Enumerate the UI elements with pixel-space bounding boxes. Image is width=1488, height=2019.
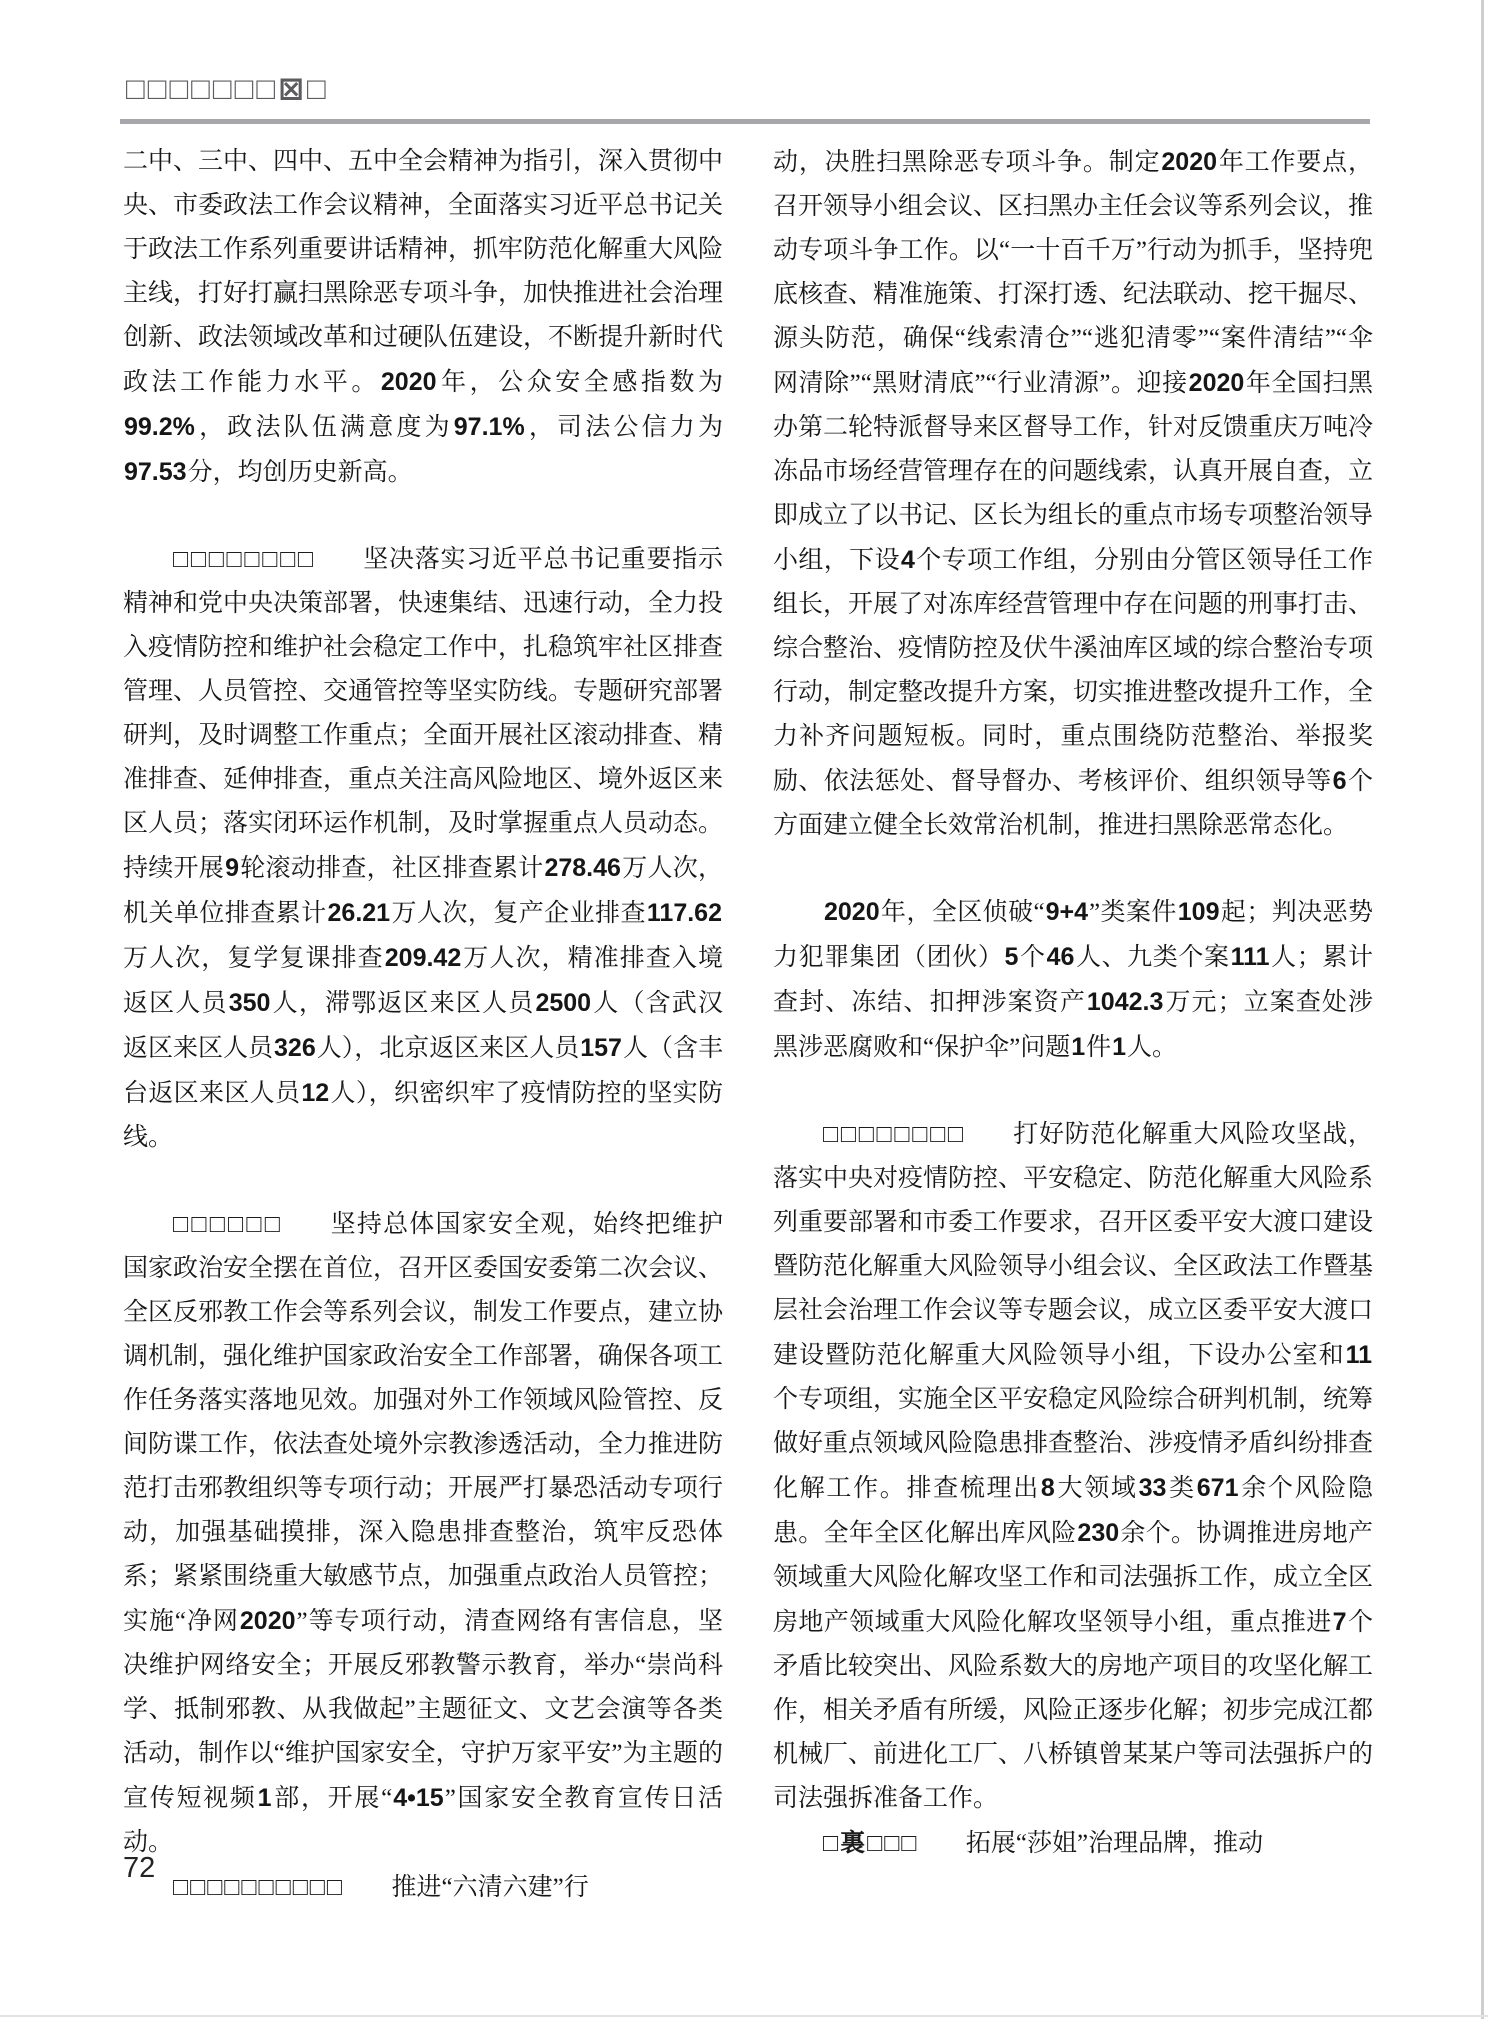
numeric-value: 4 <box>900 546 915 574</box>
body-paragraph <box>773 140 1373 848</box>
numeric-value: 5 <box>1004 943 1019 971</box>
numeric-value: 2020 <box>1161 148 1218 176</box>
numeric-value: 4•15 <box>393 1784 444 1812</box>
numeric-value: 97.1% <box>453 413 525 441</box>
numeric-value: 1 <box>1112 1033 1127 1061</box>
section-heading: □□□□□□□□ <box>173 545 316 573</box>
numeric-value: 2020 <box>239 1607 296 1635</box>
scan-edge <box>0 2015 1488 2017</box>
section-paragraph <box>773 1112 1373 1821</box>
numeric-value: 326 <box>274 1034 316 1062</box>
numeric-value: 117.62 <box>646 899 722 927</box>
section-heading: □□□□□□□□ <box>823 1120 966 1148</box>
header-rule <box>120 119 1370 124</box>
running-head: □□□□□□□⊠□ <box>126 71 329 106</box>
paragraph-text: 拓展“莎姐”治理品牌，推动 <box>965 1830 1264 1857</box>
section-heading: □裏□□□ <box>823 1829 919 1857</box>
numeric-value: 278.46 <box>544 854 621 882</box>
numeric-value: 109 <box>1177 898 1220 926</box>
numeric-value: 7 <box>1332 1608 1347 1636</box>
section-paragraph <box>123 537 723 1160</box>
section-heading: □□□□□□□□□□ <box>173 1873 345 1901</box>
section-paragraph <box>773 1821 1373 1866</box>
paragraph-text: 2020年，全区侦破“9+4”类案件109起；判决恶势力犯罪集团（团伙）5个46人、九类个案111人；累计查封、冻结、扣押涉案资产1042.3万元；立案查处涉黑涉恶腐败和“保护伞”问题1件1人。 <box>773 898 1373 1061</box>
numeric-value: 9+4 <box>1045 898 1089 926</box>
numeric-value: 12 <box>301 1079 330 1107</box>
numeric-value: 46 <box>1046 943 1075 971</box>
paragraph-text: 推进“六清六建”行 <box>391 1874 589 1901</box>
scan-edge <box>1481 0 1484 2019</box>
numeric-value: 6 <box>1332 767 1347 795</box>
paragraph-text: 二中、三中、四中、五中全会精神为指引，深入贯彻中央、市委政法工作会议精神，全面落实习近平总书记关于政法工作系列重要讲话精神，抓牢防范化解重大风险主线，打好打赢扫黑除恶专项斗争，加快推进社会治理创新、政法领域改革和过硬队伍建设，不断提升新时代政法工作能力水平。2020年，公众安全感指数为99.2%，政法队伍满意度为97.1%，司法公信力为97.53分，均创历史新高。 <box>123 148 724 486</box>
numeric-value: 2020 <box>824 898 880 926</box>
numeric-value: 1042.3 <box>1086 988 1164 1016</box>
numeric-value: 230 <box>1077 1519 1120 1547</box>
numeric-value: 111 <box>1230 943 1270 971</box>
numeric-value: 157 <box>580 1034 622 1062</box>
numeric-value: 350 <box>228 989 271 1017</box>
numeric-value: 2020 <box>380 368 437 396</box>
section-paragraph <box>123 1202 723 1865</box>
paragraph-text: 打好防范化解重大风险攻坚战，落实中央对疫情防控、平安稳定、防范化解重大风险系列重要部署和市委工作要求，召开区委平安大渡口建设暨防范化解重大风险领导小组会议、全区政法工作暨基层社会治理工作会议等专题会议，成立区委平安大渡口建设暨防范化解重大风险领导小组，下设办公室和11个专项组，实施全区平安稳定风险综合研判机制，统筹做好重点领域风险隐患排查整治、涉疫情矛盾纠纷排查化解工作。排查梳理出8大领域33类671余个风险隐患。全年全区化解出库风险230余个。协调推进房地产领域重大风险化解攻坚工作和司法强拆工作，成立全区房地产领域重大风险化解攻坚领导小组，重点推进7个矛盾比较突出、风险系数大的房地产项目的攻坚化解工作，相关矛盾有所缓，风险正逐步化解；初步完成江都机械厂、前进化工厂、八桥镇曾某某户等司法强拆户的司法强拆准备工作。 <box>773 1121 1374 1812</box>
section-paragraph <box>123 1865 723 1910</box>
numeric-value: 33 <box>1138 1474 1167 1502</box>
right-column <box>773 140 1374 1857</box>
paragraph-text: 坚决落实习近平总书记重要指示精神和党中央决策部署，快速集结、迅速行动，全力投入疫情防控和维护社会稳定工作中，扎稳筑牢社区排查管理、人员管控、交通管控等坚实防线。专题研究部署研判，及时调整工作重点；全面开展社区滚动排查、精准排查、延伸排查，重点关注高风险地区、境外返区来区人员；落实闭环运作机制，及时掌握重点人员动态。持续开展9轮滚动排查，社区排查累计278.46万人次，机关单位排查累计26.21万人次，复产企业排查117.62万人次，复学复课排查209.42万人次，精准排查入境返区人员350人，滞鄂返区来区人员2500人（含武汉返区来区人员326人），北京返区来区人员157人（含丰台返区来区人员12人），织密织牢了疫情防控的坚实防线。 <box>123 546 724 1151</box>
numeric-value: 671 <box>1196 1474 1239 1502</box>
paragraph-text: 坚持总体国家安全观，始终把维护国家政治安全摆在首位，召开区委国安委第二次会议、全区反邪教工作会等系列会议，制发工作要点，建立协调机制，强化维护国家政治安全工作部署，确保各项工作任务落实落地见效。加强对外工作领域风险管控、反间防谍工作，依法查处境外宗教渗透活动，全力推进防范打击邪教组织等专项行动；开展严打暴恐活动专项行动，加强基础摸排，深入隐患排查整治，筑牢反恐体系；紧紧围绕重大敏感节点，加强重点政治人员管控；实施“净网2020”等专项行动，清查网络有害信息，坚决维护网络安全；开展反邪教警示教育，举办“崇尚科学、抵制邪教、从我做起”主题征文、文艺会演等各类活动，制作以“维护国家安全，守护万家平安”为主题的宣传短视频1部，开展“4•15”国家安全教育宣传日活动。 <box>123 1211 724 1856</box>
numeric-value: 8 <box>1040 1474 1055 1502</box>
numeric-value: 1 <box>257 1784 272 1812</box>
numeric-value: 9 <box>225 854 239 882</box>
numeric-value: 1 <box>1071 1033 1086 1061</box>
body-paragraph <box>123 140 723 495</box>
paragraph-text: 动，决胜扫黑除恶专项斗争。制定2020年工作要点，召开领导小组会议、区扫黑办主任会议等系列会议，推动专项斗争工作。以“一十百千万”行动为抓手，坚持兜底核查、精准施策、打深打透、纪法联动、挖干掘尽、源头防范，确保“线索清仓”“逃犯清零”“案件清结”“伞网清除”“黑财清底”“行业清源”。迎接2020年全国扫黑办第二轮特派督导来区督导工作，针对反馈重庆万吨冷冻品市场经营管理存在的问题线索，认真开展自查，立即成立了以书记、区长为组长的重点市场专项整治领导小组，下设4个专项工作组，分别由分管区领导任工作组长，开展了对冻库经营管理中存在问题的刑事打击、综合整治、疫情防控及伏牛溪油库区域的综合整治专项行动，制定整改提升方案，切实推进整改提升工作，全力补齐问题短板。同时，重点围绕防范整治、举报奖励、依法惩处、督导督办、考核评价、组织领导等6个方面建立健全长效常治机制，推进扫黑除恶常态化。 <box>773 148 1374 839</box>
numeric-value: 2500 <box>535 989 592 1017</box>
page-number: 72 <box>123 1852 156 1884</box>
section-heading: □□□□□□ <box>173 1210 284 1238</box>
numeric-value: 11 <box>1345 1341 1372 1369</box>
numeric-value: 99.2% <box>124 413 195 441</box>
numeric-value: 209.42 <box>384 944 462 972</box>
numeric-value: 97.53 <box>124 458 187 486</box>
numeric-value: 26.21 <box>327 899 391 927</box>
body-paragraph <box>773 890 1373 1070</box>
numeric-value: 2020 <box>1188 369 1245 397</box>
